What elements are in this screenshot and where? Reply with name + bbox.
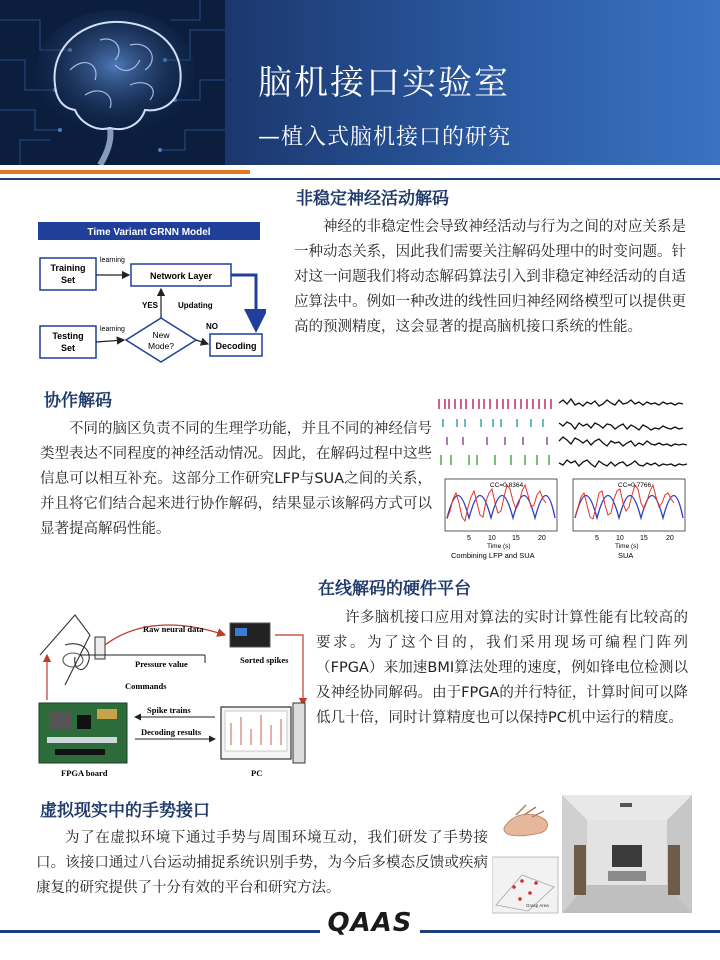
updating-label: Updating — [178, 301, 213, 310]
commands-label: Commands — [125, 681, 167, 691]
spike-trains-label: Spike trains — [147, 705, 191, 715]
xlabel-left: Time (s) — [487, 543, 511, 550]
testing-set-label-1: Testing — [52, 331, 84, 341]
learning-bottom-label: learning — [100, 326, 125, 333]
training-set-label-2: Set — [60, 275, 76, 285]
new-mode-label-2: Mode? — [148, 341, 174, 351]
network-layer-label: Network Layer — [149, 271, 213, 281]
caption-left: Combining LFP and SUA — [451, 551, 535, 560]
decoding-results-label: Decoding results — [141, 727, 202, 737]
section-heading-gesture: 虚拟现实中的手势接口 — [40, 801, 210, 821]
learning-top-label: learning — [100, 257, 125, 264]
raw-neural-data-label: Raw neural data — [143, 624, 204, 634]
xtick-left-3: 15 — [512, 535, 520, 542]
xtick-right-3: 15 — [640, 535, 648, 542]
testing-set-label-2: Set — [60, 343, 76, 353]
xtick-right-2: 10 — [616, 535, 624, 542]
section-body-gesture: 为了在虚拟环境下通过手势与周围环境互动，我们研发了手势接口。该接口通过八台运动捕捉系统识别手势，为今后多模态反馈或疾病康复的研究提供了十分有效的平台和研究方法。 — [36, 830, 488, 896]
sorted-spikes-label: Sorted spikes — [240, 655, 289, 665]
caption-right: SUA — [618, 551, 634, 560]
section-body-nonstationary: 神经的非稳定性会导致神经活动与行为之间的对应关系是一种动态关系，因此我们需要关注解码处理中的时变问题。针对这一问题我们将动态解码算法引入到非稳定神经活动的自适应算法中。例如一种改进的线性回归神经网络模型可以提供更高的预测精度，这会显著的提高脑机接口系统的性能。 — [294, 219, 686, 335]
fpga-board-label: FPGA board — [61, 768, 108, 778]
xtick-left-4: 20 — [538, 535, 546, 542]
xtick-right-1: 5 — [595, 535, 599, 542]
section-heading-nonstationary: 非稳定神经活动解码 — [296, 189, 449, 209]
section-body-hardware: 许多脑机接口应用对算法的实时计算性能有比较高的要求。为了这个目的，我们采用现场可编程门阵列（FPGA）来加速BMI算法处理的速度，例如锋电位检测以及神经协同解码。由于FPGA的并行特征，计算时间可以降低几十倍，同时计算精度也可以保持PC机中运行的精度。 — [316, 610, 688, 726]
cc-left-label: CC=0.8364 — [490, 482, 524, 489]
header-banner — [0, 0, 720, 165]
grnn-model-diagram — [36, 218, 266, 368]
xlabel-right: Time (s) — [615, 543, 639, 550]
xtick-left-2: 10 — [488, 535, 496, 542]
xtick-right-4: 20 — [666, 535, 674, 542]
footer-logo — [320, 904, 420, 944]
new-mode-diamond — [126, 318, 196, 362]
brain-circuit-image — [0, 0, 225, 165]
page-subtitle: —植入式脑机接口的研究 — [258, 125, 512, 150]
fpga-platform-diagram — [35, 605, 310, 780]
accent-divider-blue — [0, 178, 720, 180]
section-heading-collaborative: 协作解码 — [44, 391, 112, 411]
decoding-label: Decoding — [215, 341, 257, 351]
lfp-sua-decoding-figure — [435, 393, 695, 563]
section-body-collaborative: 不同的脑区负责不同的生理学功能，并且不同的神经信号类型表达不同程度的神经活动情况。因此，在解码过程中这些信息可以相互补充。这部分工作研究LFP与SUA之间的关系，并且将它们结合起来进行协作解码，结果显示该解码方式可以显著提高解码性能。 — [40, 421, 432, 537]
pressure-value-label: Pressure value — [135, 659, 188, 669]
section-heading-hardware: 在线解码的硬件平台 — [318, 579, 471, 599]
no-label: NO — [206, 322, 218, 331]
footer-logo-text: QAAS — [327, 908, 413, 938]
vr-gesture-figure — [492, 795, 692, 915]
training-set-label-1: Training — [50, 263, 86, 273]
page-title: 脑机接口实验室 — [258, 63, 510, 103]
vr-panel-label: Grasp Area — [526, 903, 549, 908]
cc-right-label: CC=0.7766 — [618, 482, 652, 489]
new-mode-label-1: New — [152, 330, 170, 340]
pc-label: PC — [251, 768, 263, 778]
accent-divider-orange — [0, 170, 250, 174]
xtick-left-1: 5 — [467, 535, 471, 542]
grnn-title: Time Variant GRNN Model — [87, 227, 211, 238]
yes-label: YES — [142, 301, 159, 310]
